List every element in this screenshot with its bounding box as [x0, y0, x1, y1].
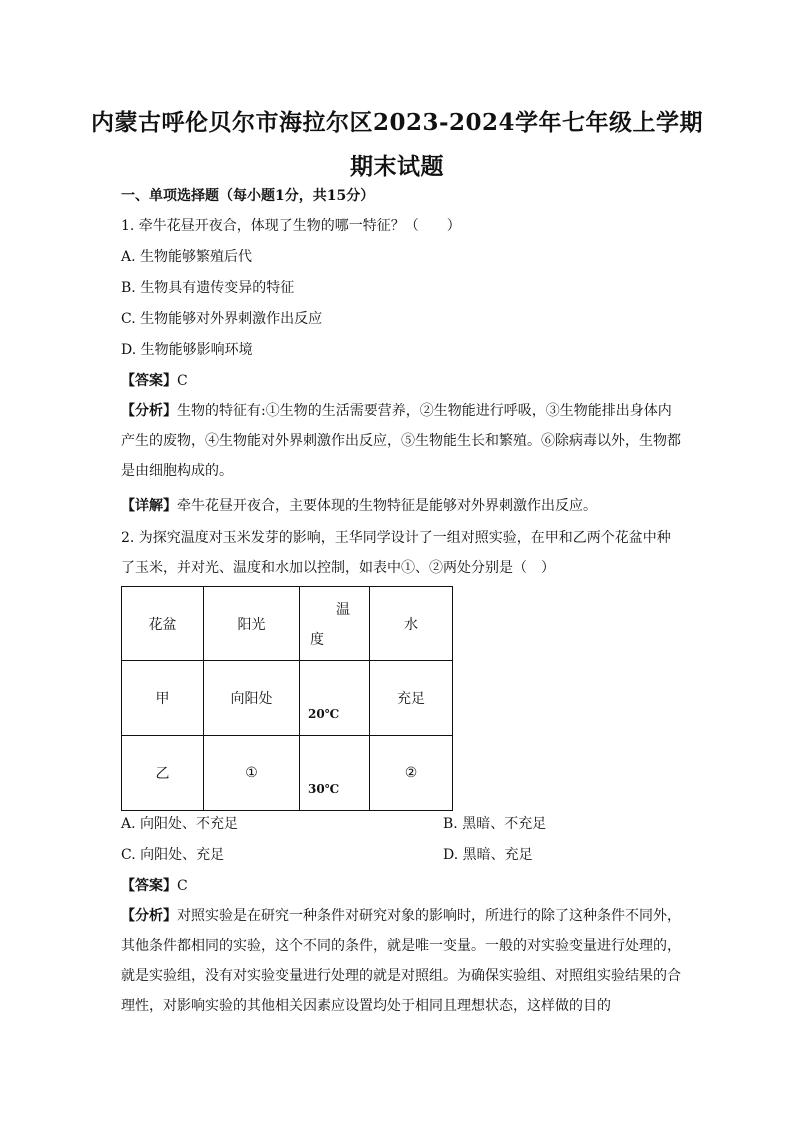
q1-option-d: D. 生物能够影响环境: [121, 342, 253, 358]
header-pot: 花盆: [122, 587, 204, 661]
q1-detail: [121, 496, 597, 516]
q1-stem: 1. 牵牛花昼开夜合，体现了生物的哪一特征？（ ）: [121, 218, 461, 234]
header-light: 阳光: [204, 587, 300, 661]
q2-option-d: D. 黑暗、充足: [443, 847, 533, 863]
q1-answer-label: 【答案】: [121, 373, 177, 389]
cell-pot-yi: 乙: [122, 736, 204, 811]
table-row: [122, 661, 453, 736]
q1-option-a: A. 生物能够繁殖后代: [121, 249, 253, 265]
q2-stem: 2. 为探究温度对玉米发芽的影响，王华同学设计了一组对照实验，在甲和乙两个花盆中种了玉米，并对光、温度和水加以控制，如表中①、②两处分别是（ ）: [121, 530, 671, 576]
document-title-line2: 期末试题: [350, 153, 444, 180]
table-header-row: [122, 587, 453, 661]
q2-answer-label: 【答案】: [121, 878, 177, 894]
q1-answer: [121, 371, 188, 391]
q2-analysis-text: 对照实验是在研究一种条件对研究对象的影响时，所进行的除了这种条件不同外，其他条件都相同的实验，这个不同的条件，就是唯一变量。一般的对实验变量进行处理的，就是实验组，没有对实验变量进行处理的就是对照组。为确保实验组、对照组实验结果的合理性，对影响实验的其他相关因素应设置均处于相同且理想状态，这样做的目的: [121, 908, 681, 1014]
q2-option-a: A. 向阳处、不充足: [121, 816, 239, 832]
cell-pot-jia: 甲: [122, 661, 204, 736]
q2-analysis: [121, 901, 681, 1021]
table-row: [122, 736, 453, 811]
q1-detail-text: 牵牛花昼开夜合，主要体现的生物特征是能够对外界刺激作出反应。: [177, 498, 597, 514]
q1-detail-label: 【详解】: [121, 498, 177, 514]
temp-value-jia: 20℃: [308, 707, 340, 721]
cell-water-yi: ②: [370, 736, 453, 811]
cell-water-jia: 充足: [370, 661, 453, 736]
header-temperature-part2: 度: [310, 632, 324, 648]
cell-temp-yi: [300, 736, 370, 811]
q1-answer-value: C: [177, 373, 188, 389]
q2-answer-value: C: [177, 878, 188, 894]
q2-answer: [121, 876, 188, 896]
header-temperature: [300, 587, 370, 661]
experiment-table: [121, 586, 453, 811]
cell-light-jia: 向阳处: [204, 661, 300, 736]
q2-analysis-label: 【分析】: [121, 908, 177, 924]
document-title-line1: 内蒙古呼伦贝尔市海拉尔区2023-2024学年七年级上学期: [90, 109, 704, 136]
header-water: 水: [370, 587, 453, 661]
q1-analysis-label: 【分析】: [121, 403, 177, 419]
header-temperature-part1: 温: [336, 602, 350, 618]
temp-value-yi: 30℃: [308, 782, 340, 796]
q2-option-b: B. 黑暗、不充足: [443, 816, 547, 832]
q1-option-c: C. 生物能够对外界刺激作出反应: [121, 311, 323, 327]
q1-option-b: B. 生物具有遗传变异的特征: [121, 280, 295, 296]
q1-analysis-text: 生物的特征有:①生物的生活需要营养，②生物能进行呼吸，③生物能排出身体内产生的废物，④生物能对外界刺激作出反应，⑤生物能生长和繁殖。⑥除病毒以外，生物都是由细胞构成的。: [121, 403, 681, 479]
cell-light-yi: ①: [204, 736, 300, 811]
section-heading: 一、单项选择题（每小题1分，共15分）: [121, 188, 375, 204]
q2-option-c: C. 向阳处、充足: [121, 847, 225, 863]
q1-analysis: [121, 396, 681, 486]
cell-temp-jia: [300, 661, 370, 736]
